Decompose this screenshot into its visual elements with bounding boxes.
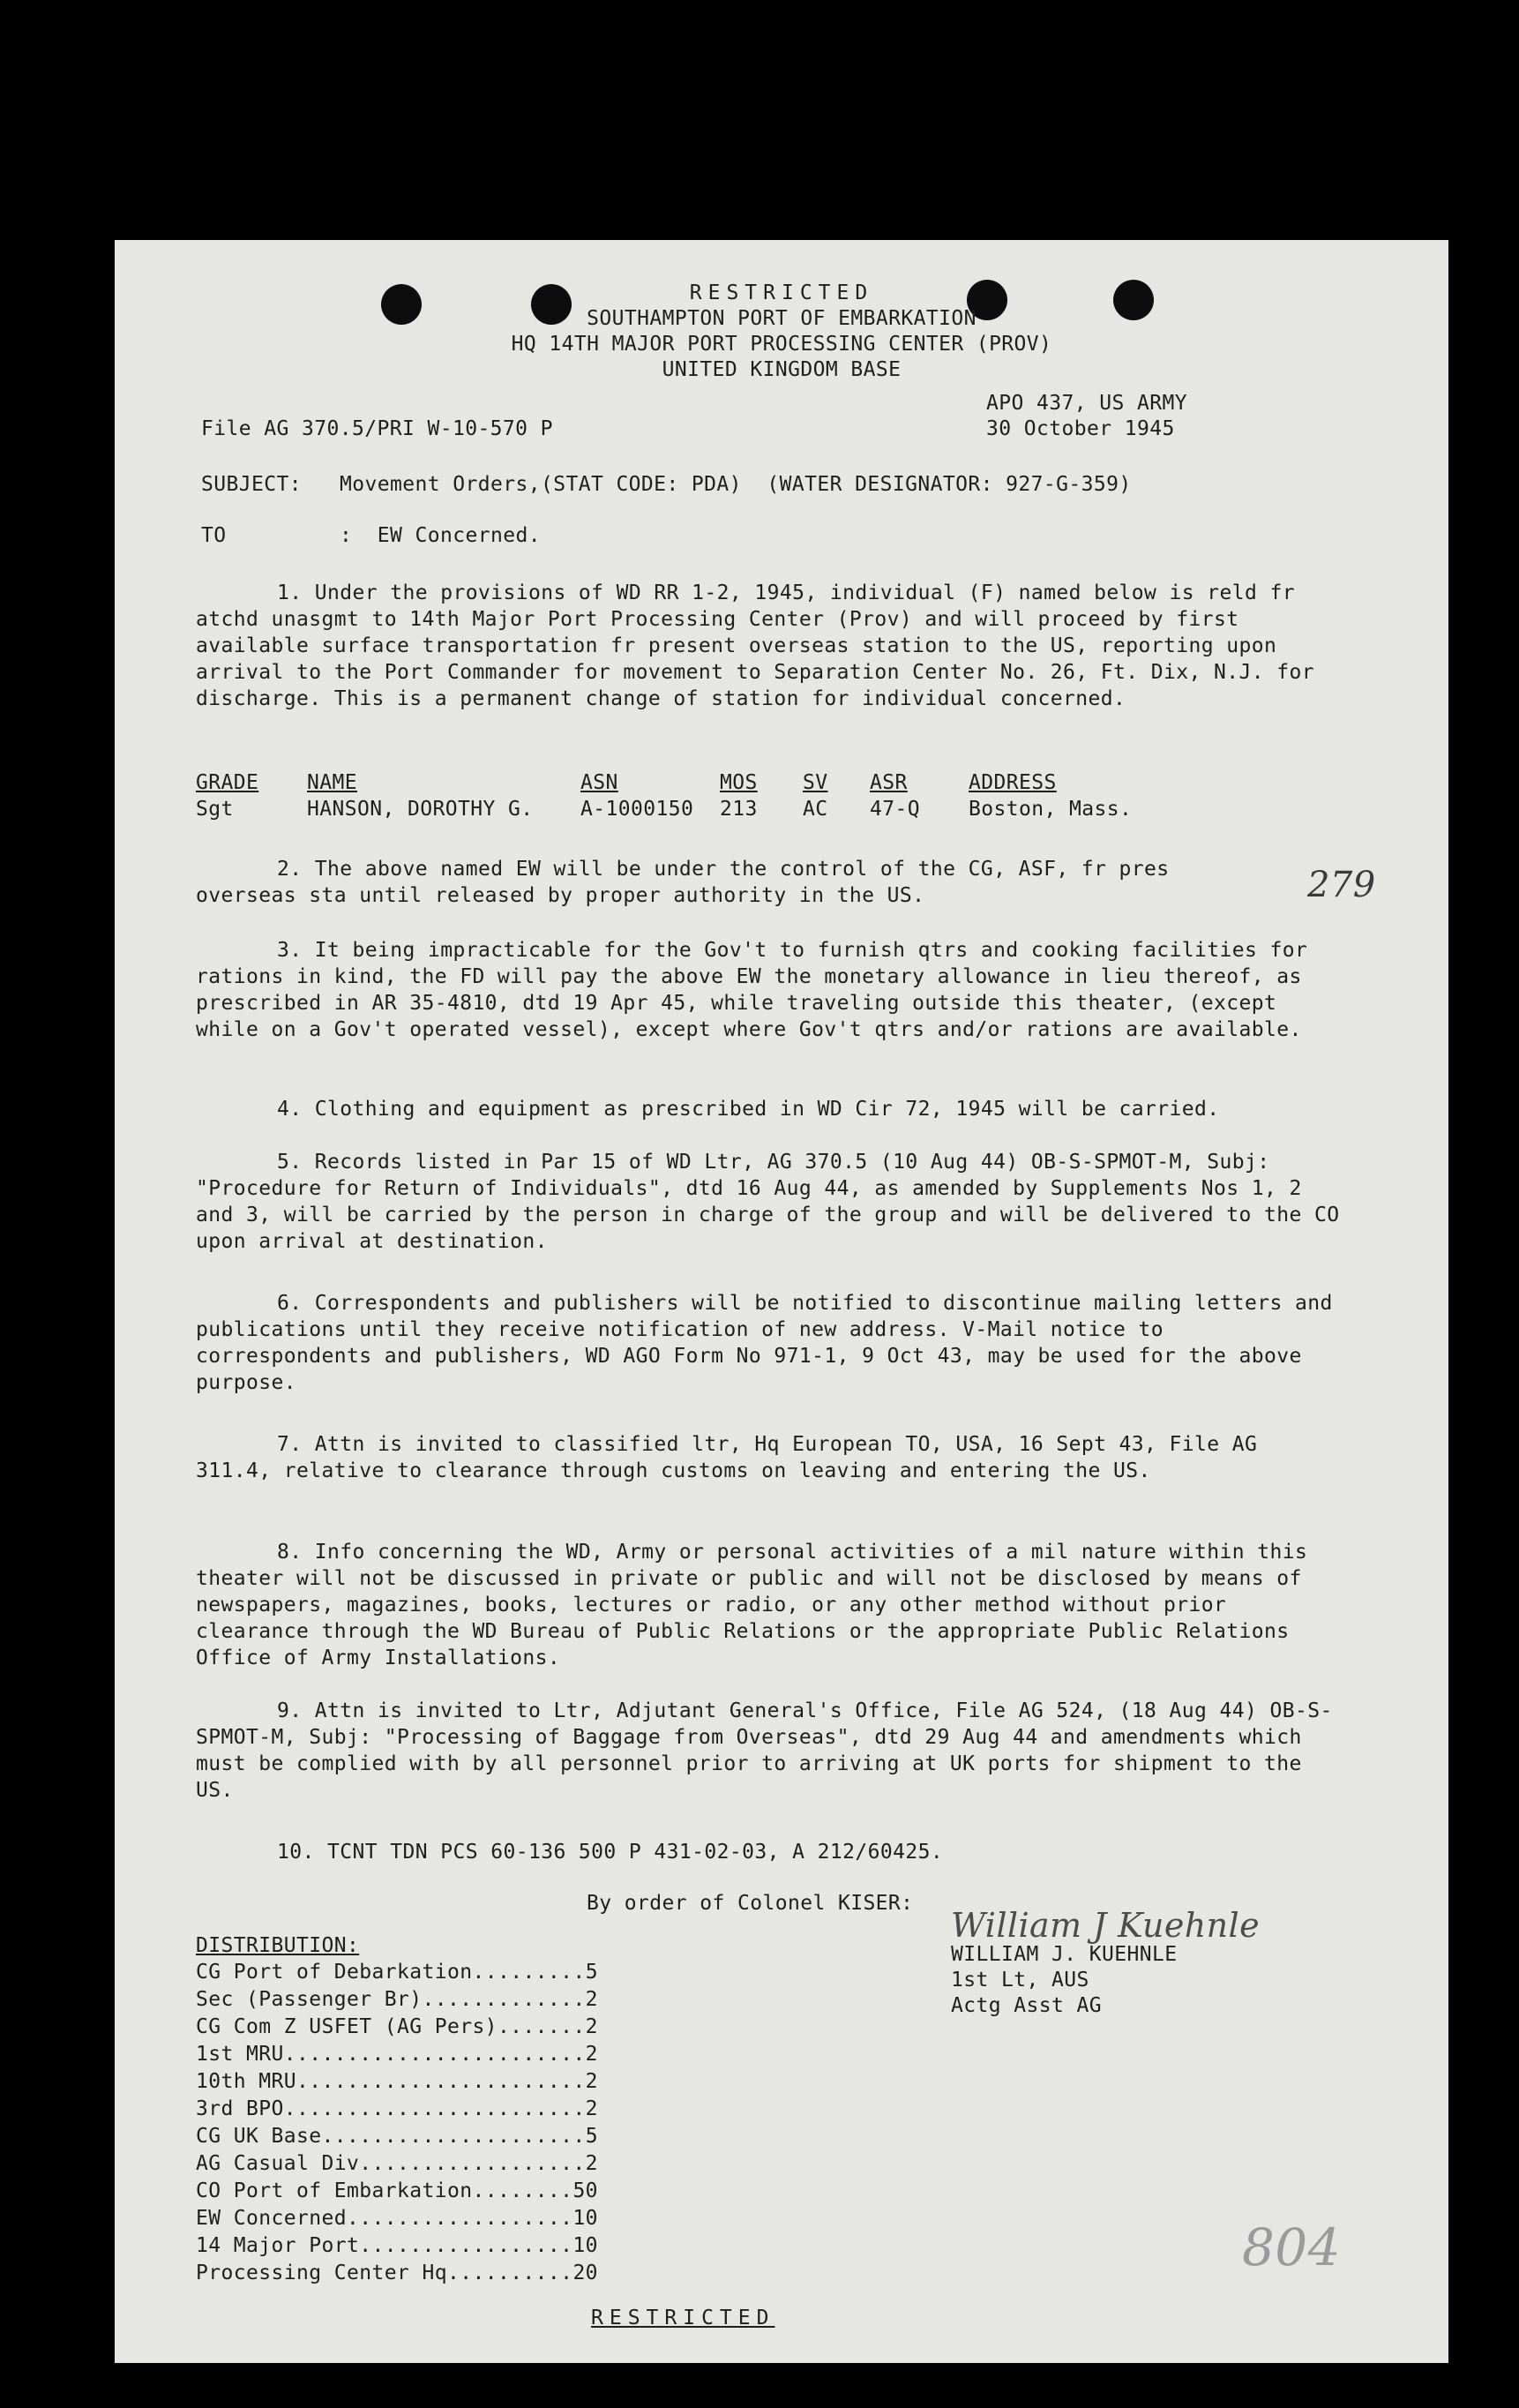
roster-header-grade: GRADE [196, 771, 259, 794]
by-order-line: By order of Colonel KISER: [587, 1892, 914, 1915]
distribution-item-count: 5 [585, 2125, 598, 2148]
distribution-item [196, 2178, 598, 2204]
distribution-item [196, 2232, 598, 2259]
document-page [115, 240, 1448, 2363]
paragraph-9: 9. Attn is invited to Ltr, Adjutant General's Office, File AG 524, (18 Aug 44) OB-S-SPMOT-M, Subj: "Processing of Baggage from Overseas", dtd 29 Aug 44 and amendments which must be complied with by all personnel prior to arriving at UK ports for shipment to the US. [196, 1699, 1333, 1802]
distribution-leader: .................. [346, 2207, 573, 2230]
roster-grade: Sgt [196, 798, 234, 821]
org-line-3: UNITED KINGDOM BASE [662, 358, 902, 381]
roster-address: Boston, Mass. [969, 798, 1133, 821]
distribution-item-count: 2 [585, 1988, 598, 2011]
paragraph-5: 5. Records listed in Par 15 of WD Ltr, AG 370.5 (10 Aug 44) OB-S-SPMOT-M, Subj: "Procedure for Return of Individuals", dtd 16 Aug 44, as amended by Supplements Nos 1, 2 and 3, will be carried by the person in charge of the group and will be delivered to the CO upon arrival at destination. [196, 1151, 1340, 1253]
distribution-item [196, 2123, 598, 2149]
org-line-2: HQ 14TH MAJOR PORT PROCESSING CENTER (PROV) [511, 333, 1052, 356]
distribution-item-label: 10th MRU [196, 2070, 296, 2093]
distribution-leader: ........ [472, 2179, 573, 2202]
distribution-item-label: 14 Major Port [196, 2234, 360, 2257]
paragraph-1: 1. Under the provisions of WD RR 1-2, 1945, individual (F) named below is reld fr atchd unasgmt to 14th Major Port Processing Center (Prov) and will proceed by first available surface transportation fr present overseas station to the US, reporting upon arrival to the Port Commander for movement to Separation Center No. 26, Ft. Dix, N.J. for discharge. This is a permanent change of station for individual concerned. [196, 581, 1314, 710]
distribution-leader: ..................... [321, 2125, 586, 2148]
signer-rank: 1st Lt, AUS [951, 1969, 1089, 1992]
classification-top: RESTRICTED [689, 281, 874, 304]
classification-bottom: RESTRICTED [591, 2307, 775, 2329]
roster-header-name: NAME [307, 771, 357, 794]
distribution-item-count: 50 [572, 2179, 598, 2202]
roster-header-asr: ASR [870, 771, 908, 794]
distribution-item [196, 1986, 598, 2013]
roster-header-mos: MOS [720, 771, 758, 794]
distribution-item-count: 5 [585, 1961, 598, 1984]
distribution-leader: ................. [359, 2234, 573, 2257]
roster-sv: AC [803, 798, 828, 821]
distribution-item-label: Processing Center Hq [196, 2262, 447, 2284]
distribution-item-count: 10 [572, 2207, 598, 2230]
document-date: 30 October 1945 [986, 417, 1175, 440]
distribution-item-label: EW Concerned [196, 2207, 347, 2230]
distribution-item-count: 10 [572, 2234, 598, 2257]
distribution-leader: ........................ [283, 2043, 586, 2066]
file-reference: File AG 370.5/PRI W-10-570 P [201, 417, 553, 440]
paragraph-7: 7. Attn is invited to classified ltr, Hq European TO, USA, 16 Sept 43, File AG 311.4, relative to clearance through customs on leaving and entering the US. [196, 1433, 1258, 1482]
distribution-item [196, 2068, 598, 2095]
distribution-leader: ....................... [296, 2070, 586, 2093]
distribution-item [196, 1959, 598, 1985]
distribution-item-label: CG Port of Debarkation [196, 1961, 473, 1984]
paragraph-10: 10. TCNT TDN PCS 60-136 500 P 431-02-03, A 212/60425. [277, 1841, 944, 1864]
distribution-leader: ....... [497, 2015, 586, 2038]
roster-asr: 47-Q [870, 798, 920, 821]
roster-name: HANSON, DOROTHY G. [307, 798, 534, 821]
to-text: : EW Concerned. [340, 524, 541, 547]
distribution-item-count: 2 [585, 2070, 598, 2093]
distribution-item-label: CG UK Base [196, 2125, 322, 2148]
distribution-leader: .................. [359, 2152, 586, 2175]
page-number: 279 [1307, 865, 1376, 905]
distribution-title: DISTRIBUTION: [196, 1934, 360, 1957]
roster-asn: A-1000150 [580, 798, 694, 821]
distribution-item [196, 2150, 598, 2177]
handwritten-signature: William J Kuehnle [951, 1906, 1260, 1945]
paragraph-2: 2. The above named EW will be under the control of the CG, ASF, fr pres overseas sta until released by proper authority in the US. [196, 858, 1170, 907]
distribution-leader: .......... [446, 2262, 573, 2284]
paragraph-6: 6. Correspondents and publishers will be notified to discontinue mailing letters and publications until they receive notification of new address. V-Mail notice to correspondents and publishers, WD AGO Form No 971-1, 9 Oct 43, may be used for the above purpose. [196, 1292, 1333, 1394]
distribution-item-label: CG Com Z USFET (AG Pers) [196, 2015, 498, 2038]
distribution-item-label: 3rd BPO [196, 2097, 284, 2120]
subject-text: Movement Orders,(STAT CODE: PDA) (WATER DESIGNATOR: 927-G-359) [340, 473, 1132, 496]
roster-mos: 213 [720, 798, 758, 821]
distribution-item-label: 1st MRU [196, 2043, 284, 2066]
signer-title: Actg Asst AG [951, 1994, 1102, 2017]
paragraph-8: 8. Info concerning the WD, Army or personal activities of a mil nature within this theater will not be discussed in private or public and will not be disclosed by means of newspapers, magazines, books, lectures or radio, or any other method without prior clearance through the WD Bureau of Public Relations or the appropriate Public Relations Office of Army Installations. [196, 1541, 1308, 1669]
roster-header-asn: ASN [580, 771, 618, 794]
distribution-item-count: 2 [585, 2015, 598, 2038]
paragraph-3: 3. It being impracticable for the Gov't to furnish qtrs and cooking facilities for rations in kind, the FD will pay the above EW the monetary allowance in lieu thereof, as prescribed in AR 35-4810, dtd 19 Apr 45, while traveling outside this theater, (except while on a Gov't operated vessel), except where Gov't qtrs and/or rations are available. [196, 939, 1308, 1041]
paragraph-4: 4. Clothing and equipment as prescribed in WD Cir 72, 1945 will be carried. [277, 1098, 1220, 1121]
distribution-item-label: AG Casual Div [196, 2152, 360, 2175]
distribution-item [196, 2014, 598, 2040]
handwritten-number: 804 [1242, 2217, 1341, 2277]
distribution-item-count: 20 [572, 2262, 598, 2284]
distribution-item [196, 2041, 598, 2067]
distribution-item-count: 2 [585, 2152, 598, 2175]
distribution-item-count: 2 [585, 2097, 598, 2120]
distribution-leader: ......... [472, 1961, 586, 1984]
roster-header-address: ADDRESS [969, 771, 1057, 794]
subject-label: SUBJECT: [201, 473, 302, 496]
distribution-item [196, 2096, 598, 2122]
signer-name: WILLIAM J. KUEHNLE [951, 1943, 1178, 1966]
distribution-leader: ........................ [283, 2097, 586, 2120]
distribution-item-label: CO Port of Embarkation [196, 2179, 473, 2202]
org-line-1: SOUTHAMPTON PORT OF EMBARKATION [587, 307, 976, 330]
distribution-item-label: Sec (Passenger Br) [196, 1988, 423, 2011]
distribution-item [196, 2205, 598, 2232]
to-label: TO [201, 524, 227, 547]
apo-line: APO 437, US ARMY [986, 392, 1187, 415]
roster-header-sv: SV [803, 771, 828, 794]
distribution-leader: ............. [422, 1988, 586, 2011]
distribution-item-count: 2 [585, 2043, 598, 2066]
distribution-item [196, 2260, 598, 2286]
